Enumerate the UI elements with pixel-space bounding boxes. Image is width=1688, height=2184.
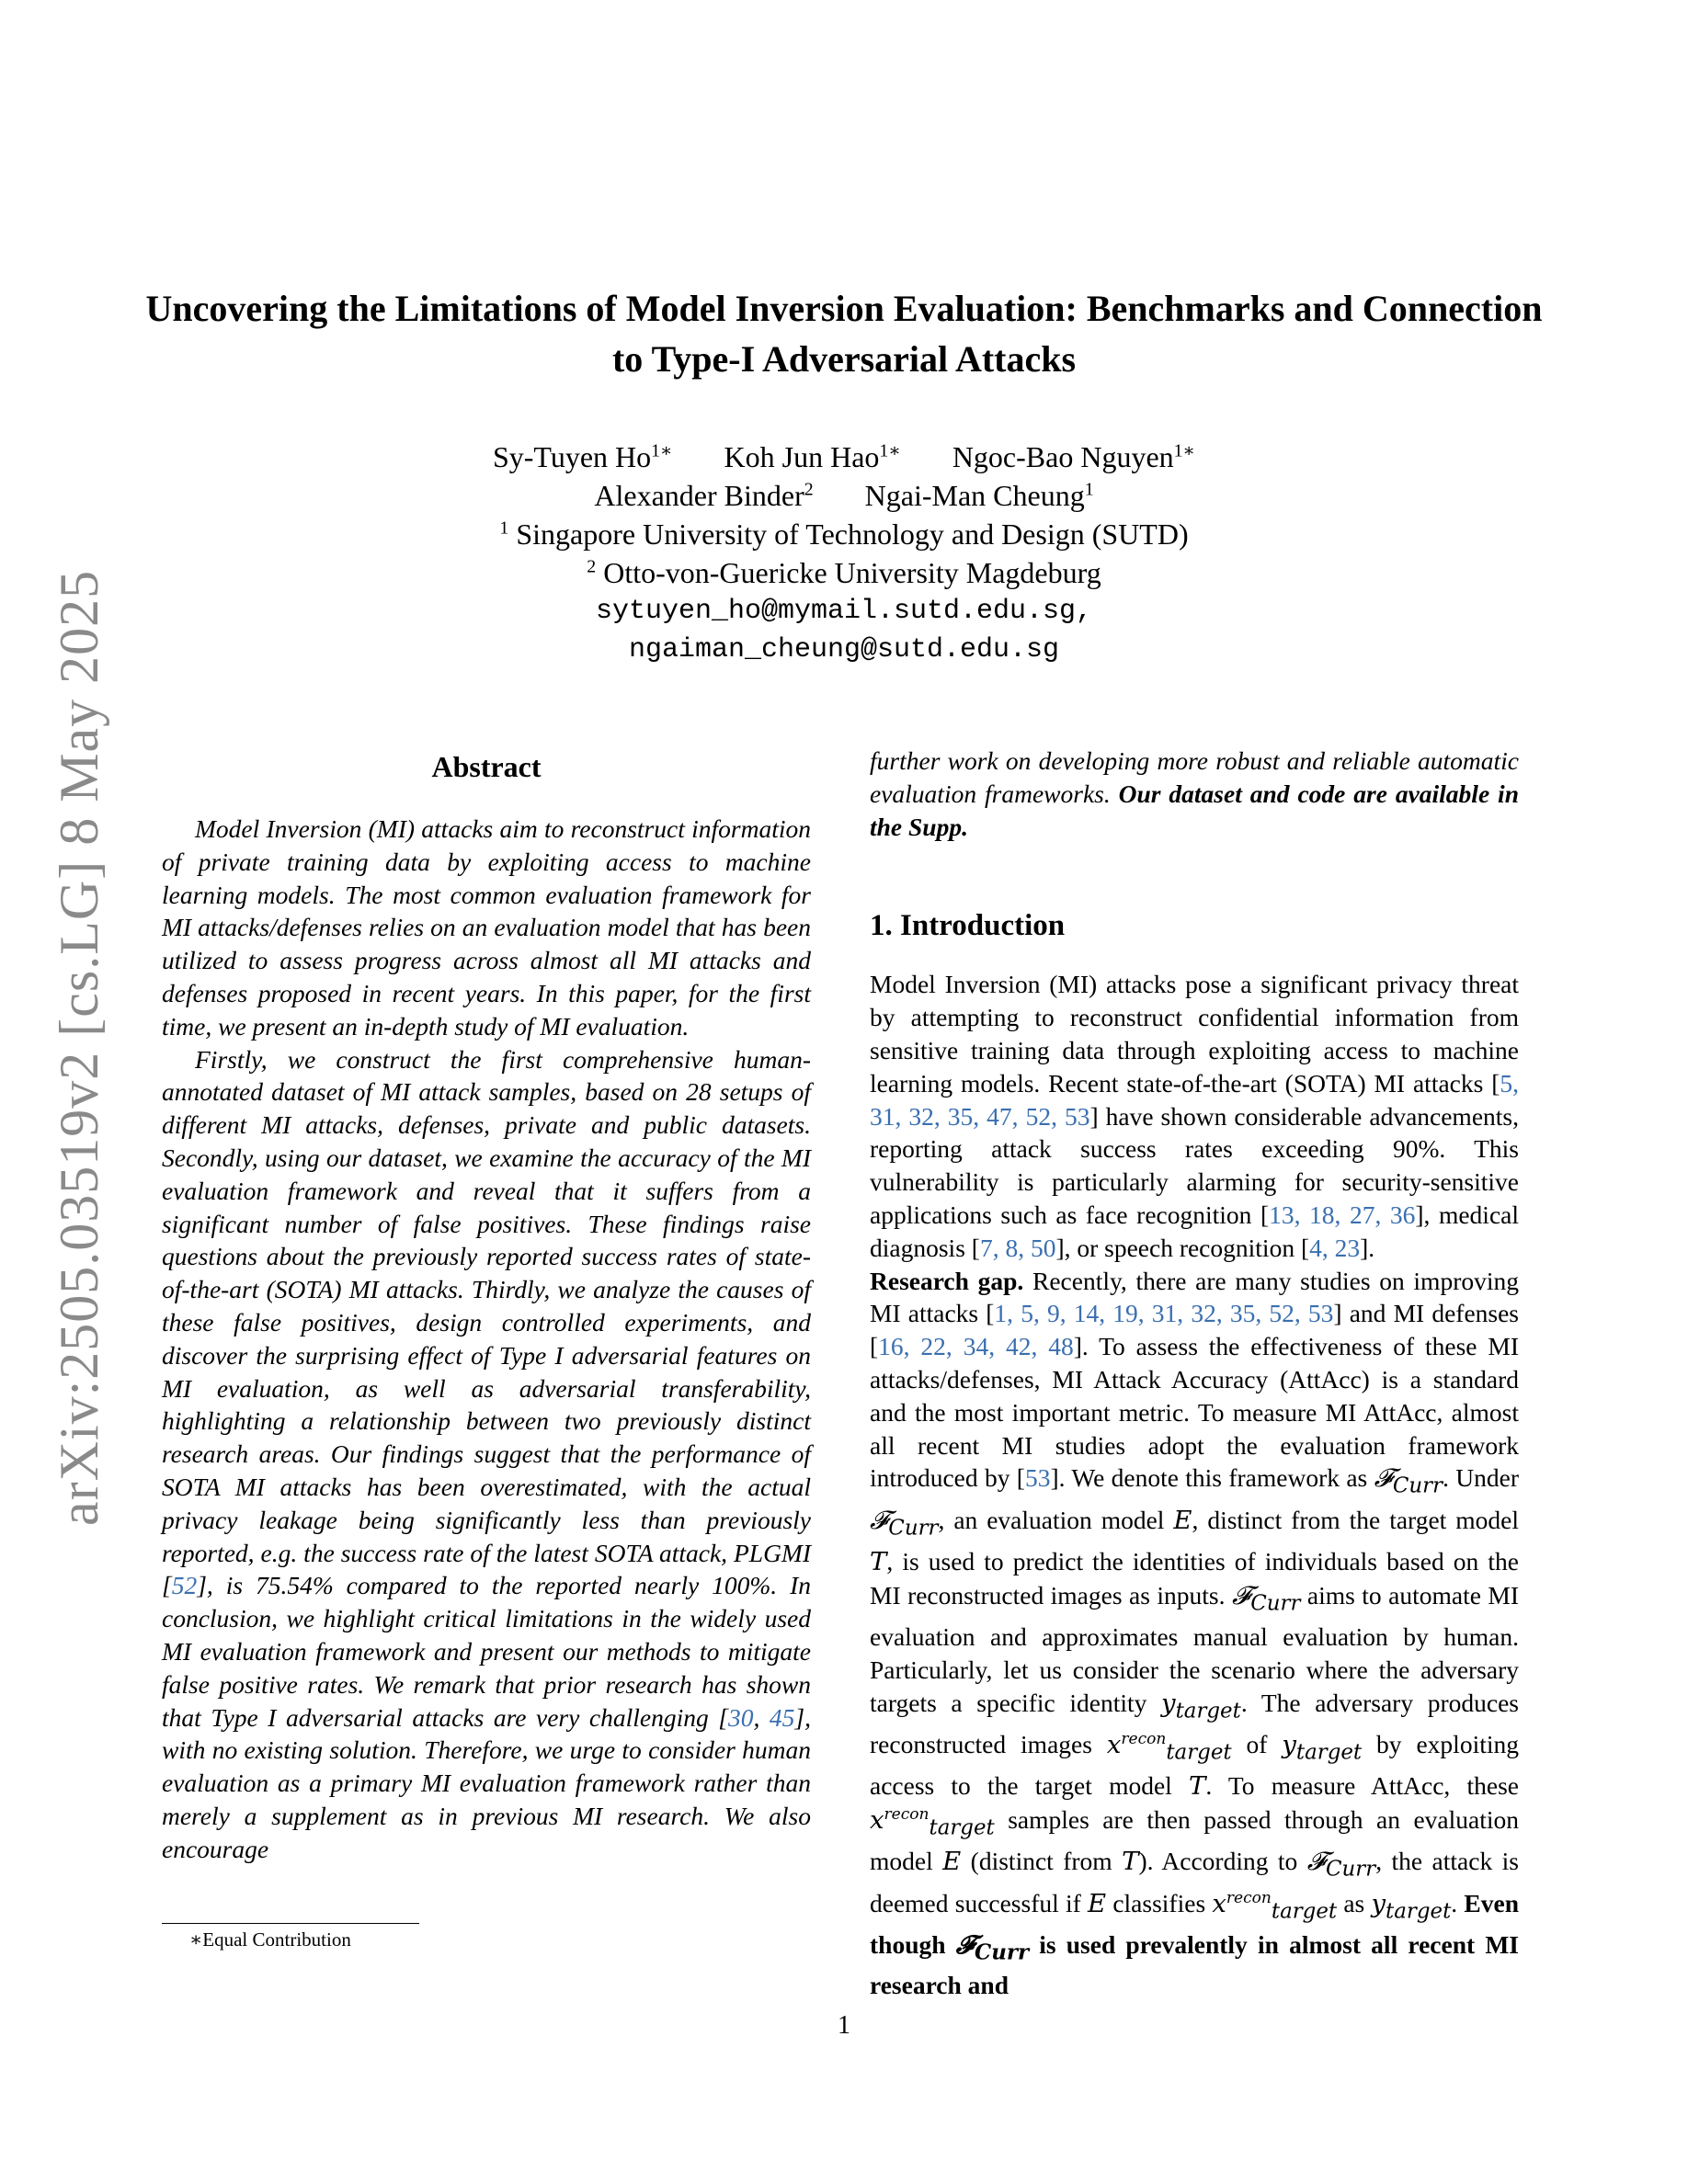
citation-link[interactable]: 53 [1024, 1463, 1051, 1493]
citation-link[interactable]: 52 [171, 1571, 198, 1600]
author-row-1 [138, 438, 1550, 476]
author: Ngai-Man Cheung$^1$ [864, 479, 1094, 512]
page-number: 1 [838, 2011, 850, 2040]
math-e: E [1088, 1888, 1107, 1918]
citation-link[interactable]: 30 [727, 1702, 754, 1732]
email: ngaiman_cheung@sutd.edu.sg [628, 634, 1060, 665]
author-row-2 [138, 476, 1550, 515]
author: Alexander Binder$^2$ [594, 479, 814, 512]
math-t: T [870, 1546, 887, 1576]
citation-link[interactable]: 13, 18, 27, 36 [1269, 1200, 1416, 1229]
bold-remark: Even though 𝓕$_{Curr}$ is used prevalently in almost all recent MI research and [870, 1888, 1519, 2000]
abstract-paragraph-2: Firstly, we construct the first comprehensive human-annotated dataset of MI attack samples, based on 28 setups of different MI attacks, defenses, private and public datasets. Secondly, using our dataset, we examine the accuracy of the MI evaluation framework and reveal that it suffers from a significant number of false positives. These findings raise questions about the previously reported success rates of state-of-the-art (SOTA) MI attacks. Thirdly, we analyze the causes of these false positives, design controlled experiments, and discover the surprising effect of Type I adversarial features on MI evaluation, as well as adversarial transferability, highlighting a relationship between two previously distinct research areas. Our findings suggest that the performance of SOTA MI attacks has been overestimated, with the actual privacy leakage being significantly less than previously reported, e.g. the success rate of the latest SOTA attack, PLGMI [52], is 75.54% compared to the reported nearly 100%. In conclusion, we highlight critical limitations in the widely used MI evaluation framework and present our methods to mitigate false positive rates. We remark that prior research has shown that Type I adversarial attacks are very challenging [30, 45], with no existing solution. Therefore, we urge to consider human evaluation as a primary MI evaluation framework rather than merely a supplement as in previous MI research. We also encourage [162, 1044, 811, 1863]
arxiv-identifier: arXiv:2505.03519v2 [cs.LG] 8 May 2025 [49, 569, 109, 1526]
intro-paragraph-2: Research gap. Recently, there are many studies on improving MI attacks [1, 5, 9, 14, 19, 31, 32, 35, 52, 53] and MI defenses [16, 22, 34, 42, 48]. To assess the effectiveness of these MI attacks/defenses, MI Attack Accuracy (AttAcc) is a standard and the most important metric. To measure MI AttAcc, almost all recent MI studies adopt the evaluation framework introduced by [53]. We denote this framework as 𝓕$_{Curr}$. Under 𝓕$_{Curr}$, an evaluation model E, distinct from the target model T, is used to predict the identities of individuals based on the MI reconstructed images as inputs. 𝓕$_{Curr}$ aims to automate MI evaluation and approximates manual evaluation by human. Particularly, let us consider the scenario where the adversary targets a specific identity $y_{target}$. The adversary produces reconstructed images $x^{recon}_{target}$ of $y_{target}$ by exploiting access to the target model T. To measure AttAcc, these $x^{recon}_{target}$ samples are then passed through an evaluation model E (distinct from T). According to 𝓕$_{Curr}$, the attack is deemed successful if E classifies $x^{recon}_{target}$ as $y_{target}$. Even though 𝓕$_{Curr}$ is used prevalently in almost all recent MI research and [870, 1266, 1520, 2000]
math-x-recon: $x^{recon}_{target}$ [1106, 1729, 1232, 1765]
math-e: E [1173, 1505, 1192, 1535]
math-x-recon: $x^{recon}_{target}$ [870, 1804, 995, 1840]
right-column [870, 745, 1519, 2002]
citation-link[interactable]: 16, 22, 34, 42, 48 [878, 1332, 1074, 1361]
email: sytuyen_ho@mymail.sutd.edu.sg, [595, 596, 1093, 627]
intro-paragraph-1: Model Inversion (MI) attacks pose a significant privacy threat by attempting to reconstruct confidential information from sensitive training data through exploiting access to machine learning models. Recent state-of-the-art (SOTA) MI attacks [5, 31, 32, 35, 47, 52, 53] have shown considerable advancements, reporting attack success rates exceeding 90%. This vulnerability is particularly alarming for security-sensitive applications such as face recognition [13, 18, 27, 36], medical diagnosis [7, 8, 50], or speech recognition [4, 23]. [870, 970, 1519, 1262]
abstract-paragraph-1: Model Inversion (MI) attacks aim to reconstruct information of private training data by exploiting access to machine learning models. The most common evaluation framework for MI attacks/defenses relies on an evaluation model that has been utilized to assess progress across almost all MI attacks and defenses proposed in recent years. In this paper, for the first time, we present an in-depth study of MI evaluation. [162, 814, 811, 1041]
footnote: ∗Equal Contribution [189, 1928, 351, 1951]
footnote-divider [162, 1923, 419, 1924]
math-f-curr: 𝓕$_{Curr}$ [1306, 1847, 1376, 1882]
math-y-target: $y_{target}$ [1161, 1688, 1241, 1723]
author: Ngoc-Bao Nguyen$^{1∗}$ [952, 440, 1196, 473]
math-f-curr: 𝓕$_{Curr}$ [870, 1505, 939, 1541]
paper-title: Uncovering the Limitations of Model Inversion Evaluation: Benchmarks and Connection to Type-I Adversarial Attacks [145, 288, 1543, 380]
math-y-target: $y_{target}$ [1371, 1888, 1452, 1924]
math-f-curr: 𝓕$_{Curr}$ [1374, 1463, 1443, 1498]
abstract-continuation: further work on developing more robust and reliable automatic evaluation frameworks. Our dataset and code are available in the Supp. [870, 746, 1519, 841]
math-t: T [1189, 1771, 1206, 1802]
author-block [138, 438, 1550, 669]
abstract-heading: Abstract [431, 750, 542, 783]
affiliation: $^1$ Singapore University of Technology and Design (SUTD) [499, 518, 1189, 551]
citation-link[interactable]: 7, 8, 50 [979, 1233, 1056, 1262]
citation-link[interactable]: 45 [769, 1702, 795, 1732]
math-f-curr: 𝓕$_{Curr}$ [1231, 1580, 1301, 1616]
section-heading: 1. Introduction [870, 909, 1066, 943]
math-e: E [942, 1847, 962, 1877]
citation-link[interactable]: 4, 23 [1309, 1233, 1361, 1262]
math-t: T [1122, 1847, 1139, 1877]
citation-link[interactable]: 5, 31, 32, 35, 47, 52, 53 [870, 1068, 1519, 1131]
author: Sy-Tuyen $Ho^{1∗}$ [492, 440, 673, 473]
math-x-recon: $x^{recon}_{target}$ [1212, 1888, 1338, 1924]
left-column [162, 745, 811, 1866]
citation-link[interactable]: 1, 5, 9, 14, 19, 31, 32, 35, 52, 53 [994, 1299, 1334, 1328]
math-f-curr: 𝓕$_{Curr}$ [955, 1929, 1030, 1965]
affiliation: $^2$ Otto-von-Guericke University Magdeburg [587, 556, 1101, 589]
author: Koh Jun Hao$^{1∗}$ [724, 440, 901, 473]
math-y-target: $y_{target}$ [1282, 1729, 1363, 1765]
